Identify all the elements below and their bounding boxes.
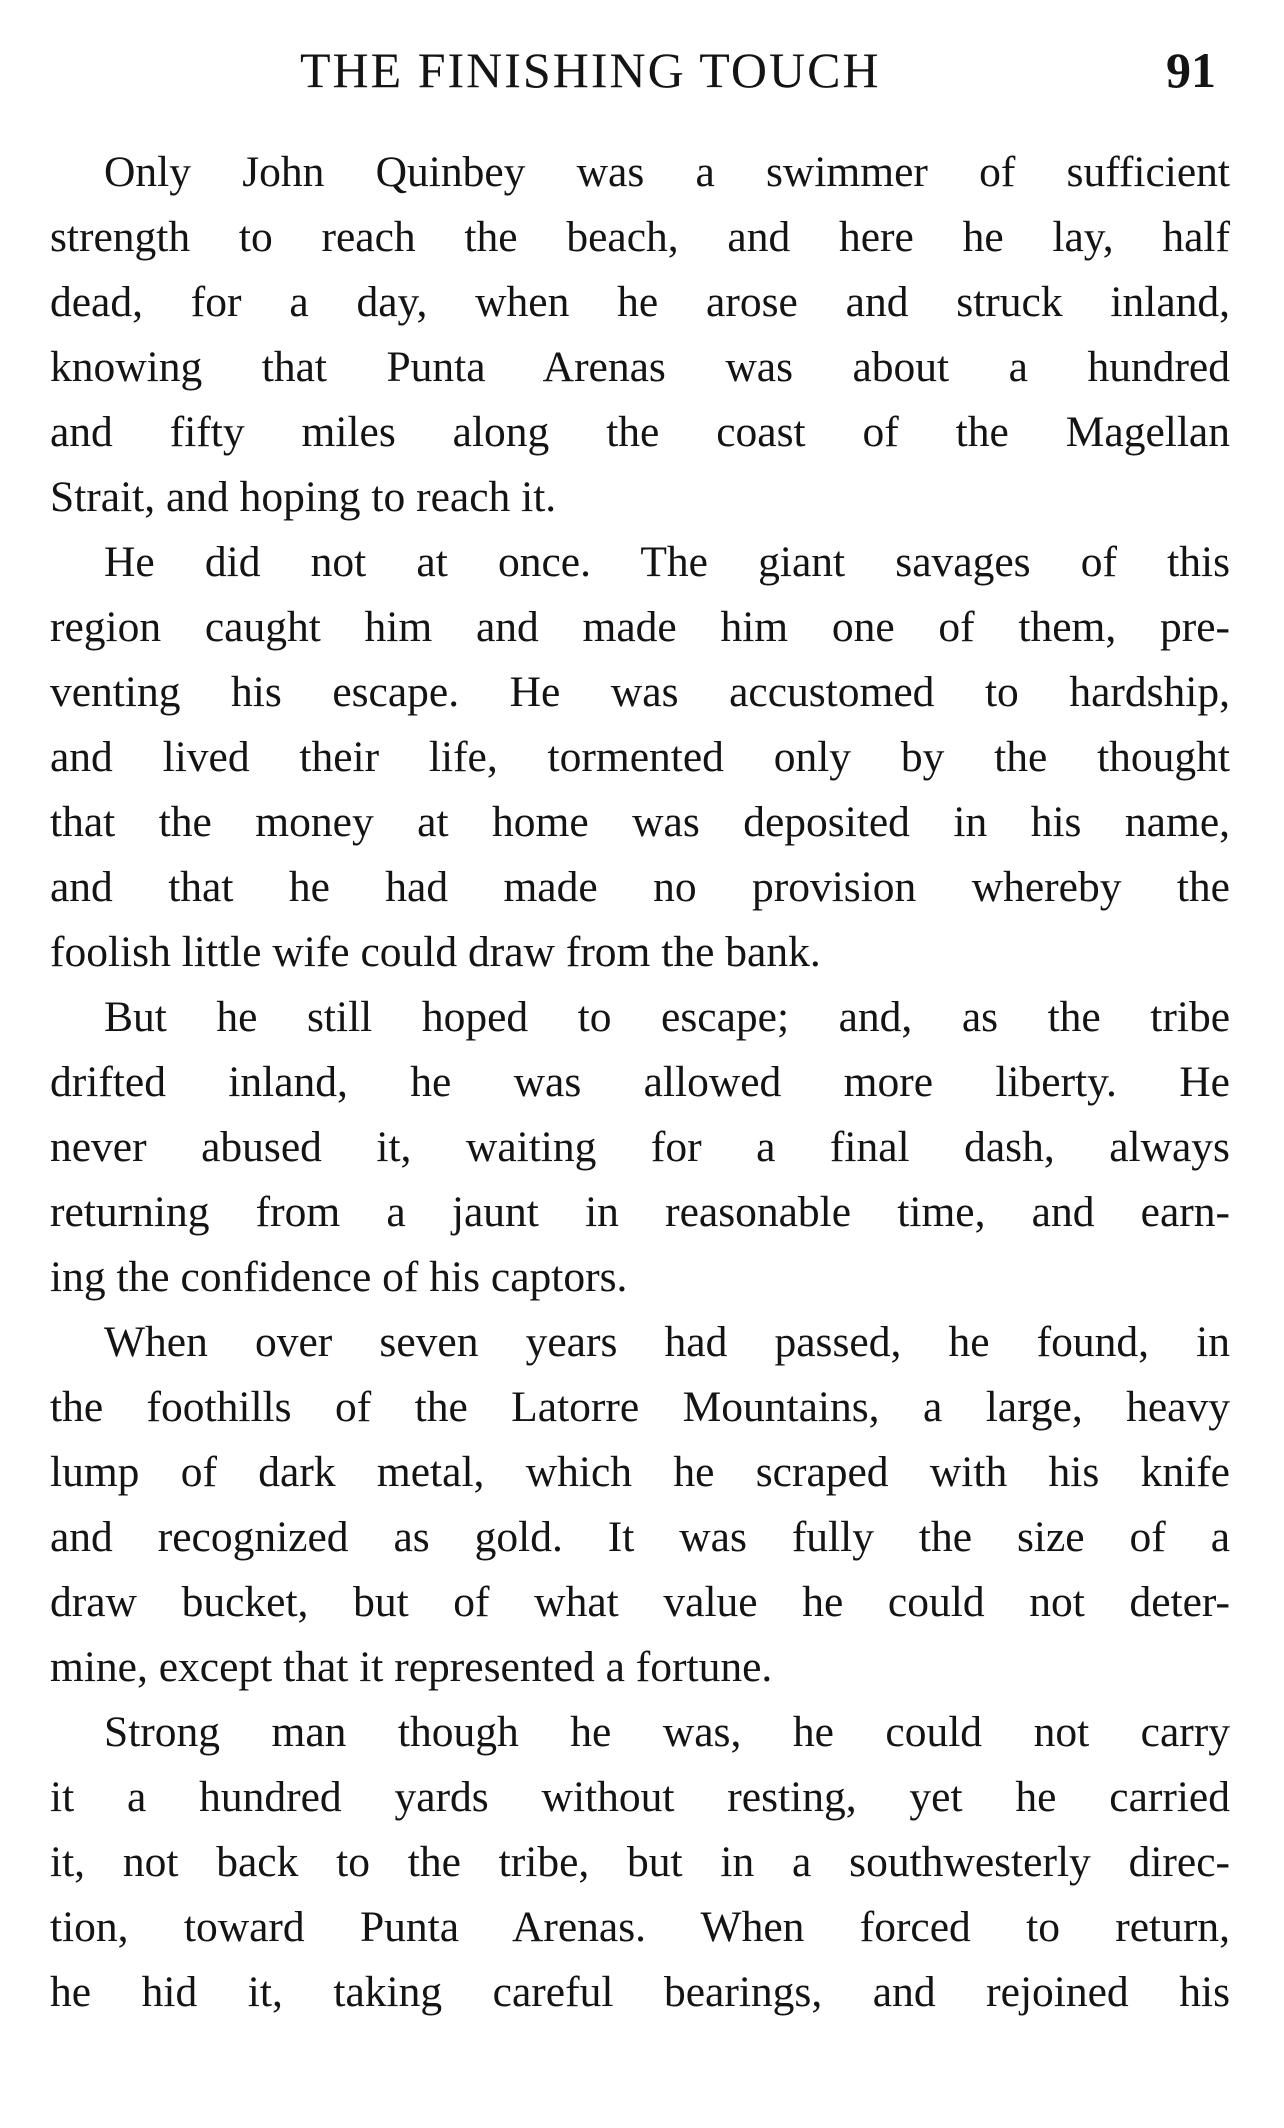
text-line: foolish little wife could draw from the bank. (50, 928, 821, 976)
text-line: Only John Quinbey was a swimmer of sufficient (104, 148, 1230, 196)
text-line: and recognized as gold. It was fully the size of a (50, 1513, 1230, 1561)
paragraph-3 (50, 985, 1230, 1310)
text-line: venting his escape. He was accustomed to hardship, (50, 668, 1230, 716)
text-line: strength to reach the beach, and here he lay, half (50, 213, 1230, 261)
text-line: Strait, and hoping to reach it. (50, 473, 557, 521)
text-line: mine, except that it represented a fortune. (50, 1643, 773, 1691)
text-line: drifted inland, he was allowed more liberty. He (50, 1058, 1230, 1106)
text-line: never abused it, waiting for a final dash, always (50, 1123, 1230, 1171)
text-line: lump of dark metal, which he scraped with his knife (50, 1448, 1230, 1496)
text-line: draw bucket, but of what value he could not deter- (50, 1578, 1230, 1626)
running-head (0, 38, 1284, 102)
text-line: returning from a jaunt in reasonable time, and earn- (50, 1188, 1230, 1236)
text-line: Strong man though he was, he could not carry (104, 1708, 1230, 1756)
text-line: knowing that Punta Arenas was about a hundred (50, 343, 1230, 391)
text-line: the foothills of the Latorre Mountains, a large, heavy (50, 1383, 1230, 1431)
paragraph-4 (50, 1310, 1230, 1700)
text-line: When over seven years had passed, he found, in (104, 1318, 1230, 1366)
page-number: 91 (1166, 42, 1216, 98)
text-line: that the money at home was deposited in his name, (50, 798, 1230, 846)
body-text (50, 140, 1230, 2025)
text-line: it a hundred yards without resting, yet he carried (50, 1773, 1230, 1821)
paragraph-2 (50, 530, 1230, 985)
text-line: dead, for a day, when he arose and struck inland, (50, 278, 1230, 326)
text-line: tion, toward Punta Arenas. When forced to return, (50, 1903, 1230, 1951)
text-line: and lived their life, tormented only by the thought (50, 733, 1230, 781)
text-line: He did not at once. The giant savages of this (104, 538, 1230, 586)
text-line: and that he had made no provision whereby the (50, 863, 1230, 911)
text-line: region caught him and made him one of them, pre- (50, 603, 1230, 651)
running-head-title: THE FINISHING TOUCH (300, 42, 881, 98)
paragraph-5 (50, 1700, 1230, 2025)
text-line: it, not back to the tribe, but in a southwesterly direc- (50, 1838, 1230, 1886)
text-line: ing the confidence of his captors. (50, 1253, 628, 1301)
text-line: he hid it, taking careful bearings, and rejoined his (50, 1968, 1230, 2016)
text-line: But he still hoped to escape; and, as the tribe (104, 993, 1230, 1041)
paragraph-1 (50, 140, 1230, 530)
text-line: and fifty miles along the coast of the Magellan (50, 408, 1230, 456)
